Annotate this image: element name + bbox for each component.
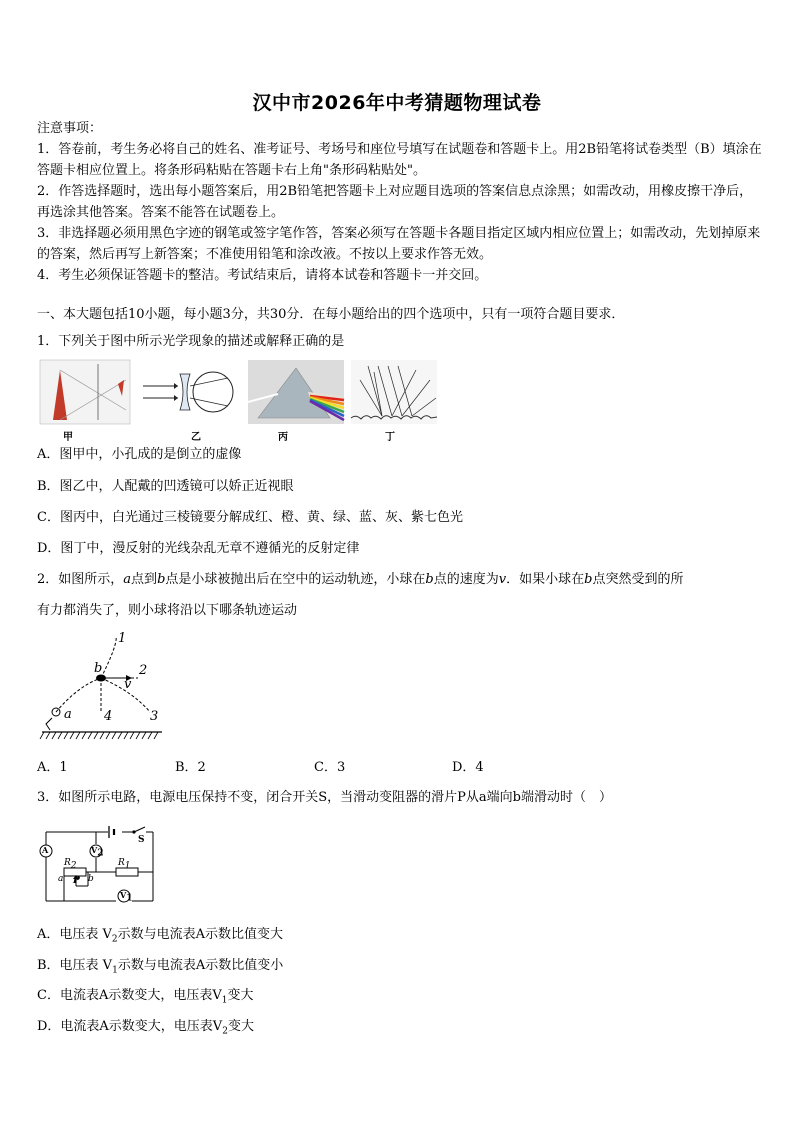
resistor-r2-label: $R_2$ (64, 858, 77, 871)
notice-item-3: 3．非选择题必须用黑色字迹的钢笔或签字笔作答，答案必须写在答题卡各题目指定区域内相应位置上；如需改动，先划掉原来的答案，然后再写上新答案；不准使用铅笔和涂改液。不按以上要求作答无效。 (37, 226, 761, 262)
q3-option-c: C．电流表A示数变大，电压表$V_1$变大 (37, 988, 254, 1006)
notice-heading: 注意事项： (37, 121, 103, 136)
q2-option-c: C．3 (314, 760, 346, 775)
q1-caption-ding: 丁 (385, 432, 395, 443)
q1-option-c: C．图丙中，白光通过三棱镜要分解成红、橙、黄、绿、蓝、灰、紫七色光 (37, 510, 463, 525)
q1-stem: 1．下列关于图中所示光学现象的描述或解释正确的是 (37, 334, 345, 349)
q1-option-a: A．图甲中，小孔成的是倒立的虚像 (37, 447, 242, 462)
q2-figure (38, 632, 168, 744)
ammeter-label: A (42, 845, 49, 855)
q2-option-b: B．2 (175, 760, 206, 775)
q3-option-d: D．电流表A示数变大，电压表$V_2$变大 (37, 1019, 254, 1037)
eye-lens-figure (143, 372, 233, 412)
prism-figure (248, 360, 344, 424)
q3-stem: 3．如图所示电路，电源电压保持不变，闭合开关S，当滑动变阻器的滑片P从a端向b端滑动时（ ） (37, 790, 612, 805)
q2-b-3: b (584, 572, 593, 587)
q2-fig-label-a: a (64, 707, 72, 722)
notice-item-1: 1．答卷前，考生务必将自己的姓名、准考证号、考场号和座位号填写在试题卷和答题卡上。用2B铅笔将试卷类型（B）填涂在答题卡相应位置上。将条形码粘贴在答题卡右上角"条形码粘贴处"。 (37, 142, 762, 178)
q1-option-b: B．图乙中，人配戴的凹透镜可以娇正近视眼 (37, 479, 294, 494)
q1-caption-bing: 丙 (278, 432, 288, 443)
q3-option-b: B．电压表 $V_1$示数与电流表A示数比值变小 (37, 958, 284, 976)
q2-fig-label-b: b (94, 661, 103, 676)
diffuse-reflection-figure (351, 360, 437, 424)
q2-option-a: A．1 (37, 760, 68, 775)
notice-item-2: 2．作答选择题时，选出每小题答案后，用2B铅笔把答题卡上对应题目选项的答案信息点涂黑；如需改动，用橡皮擦干净后，再选涂其他答案。答案不能答在试题卷上。 (37, 184, 753, 220)
voltmeter-v1-label: $V_1$ (120, 890, 133, 904)
section-heading: 一、本大题包括10小题，每小题3分，共30分．在每小题给出的四个选项中，只有一项符合题目要求． (37, 307, 625, 322)
q2-fig-label-3: 3 (150, 709, 159, 724)
q2-stem-line2: 有力都消失了，则小球将沿以下哪条轨迹运动 (37, 603, 298, 618)
q2-b-2: b (425, 572, 434, 587)
q1-figures (38, 358, 438, 442)
q2-stem-line1: 2．如图所示，a点到b点是小球被抛出后在空中的运动轨迹，小球在b点的速度为v．如果小球在b点突然受到的所 (37, 572, 684, 587)
q2-fig-label-1: 1 (118, 631, 127, 646)
notice-item-4: 4．考生必须保证答题卡的整洁。考试结束后，请将本试卷和答题卡一并交回。 (37, 268, 488, 283)
switch-label: S (138, 835, 145, 845)
voltmeter-v2-label: $V_2$ (91, 845, 104, 859)
q2-fig-label-2: 2 (139, 663, 148, 678)
q1-caption-yi: 乙 (191, 432, 201, 443)
q2-option-d: D．4 (452, 760, 484, 775)
q2-fig-label-4: 4 (104, 709, 113, 724)
q3-option-a: A．电压表 $V_2$示数与电流表A示数比值变大 (37, 927, 284, 945)
q2-fig-label-v: v (124, 677, 132, 692)
q1-option-d: D．图丁中，漫反射的光线杂乱无章不遵循光的反射定律 (37, 541, 360, 556)
terminal-b-label: b (88, 874, 94, 884)
resistor-r1-label: $R_1$ (118, 858, 131, 871)
q1-caption-jia: 甲 (63, 432, 73, 443)
slider-p-label: P (73, 876, 80, 886)
page-title: 汉中市2026年中考猜题物理试卷 (252, 92, 542, 114)
pinhole-figure (40, 360, 130, 424)
terminal-a-label: a (58, 874, 64, 884)
